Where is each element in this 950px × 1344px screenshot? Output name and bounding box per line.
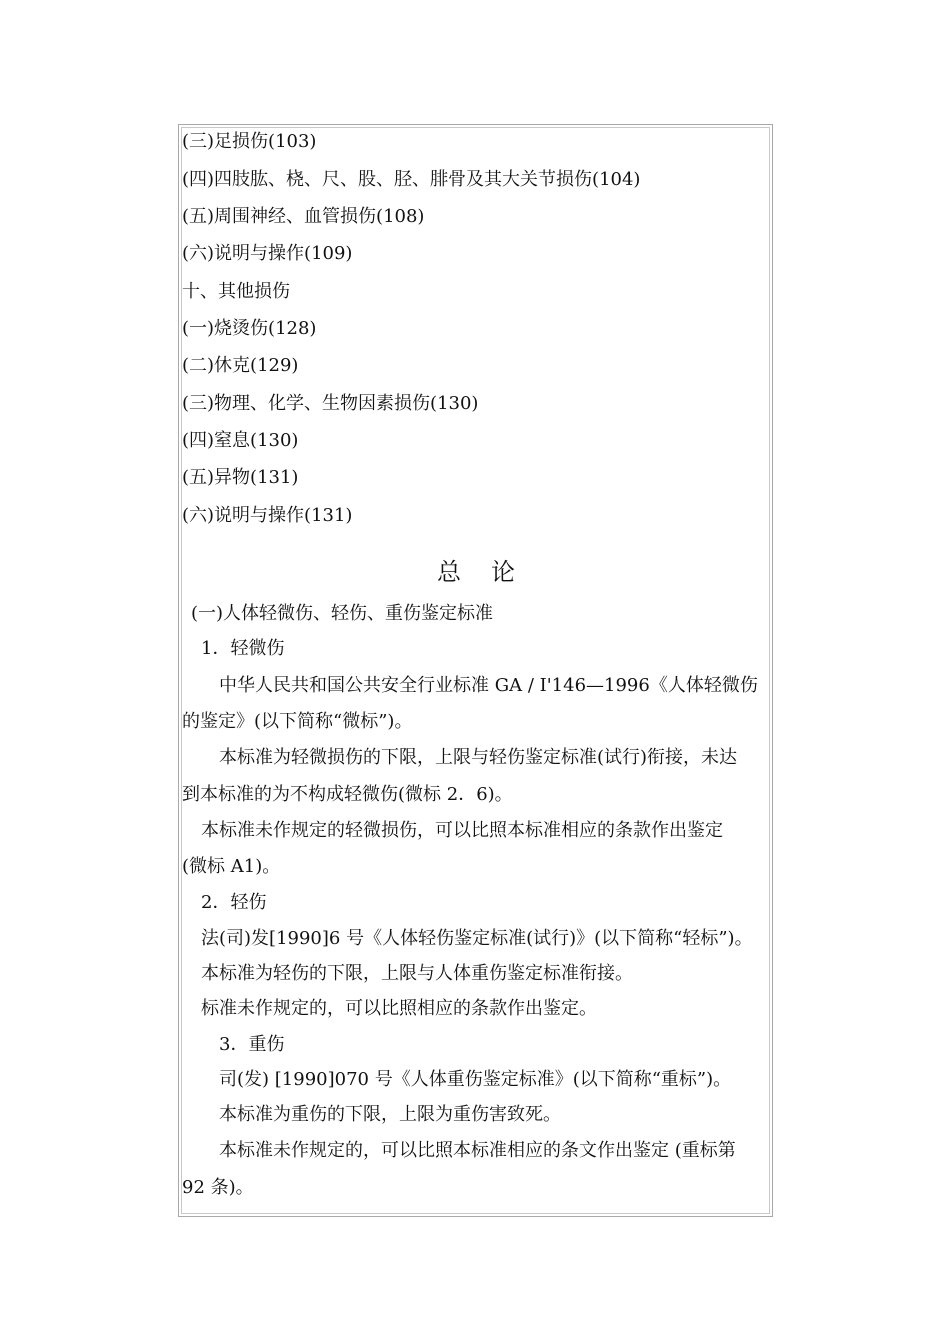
paragraph-line: 到本标准的为不构成轻微伤(微标 2．6)。 (182, 784, 513, 805)
paragraph-line: 本标准为轻伤的下限，上限与人体重伤鉴定标准衔接。 (201, 963, 633, 984)
toc-item: 十、其他损伤 (182, 281, 290, 302)
paragraph-line: 的鉴定》(以下简称“微标”)。 (182, 711, 413, 732)
toc-item: (一)烧烫伤(128) (182, 318, 317, 339)
toc-item: (六)说明与操作(109) (182, 243, 353, 264)
toc-item: (六)说明与操作(131) (182, 505, 353, 526)
paragraph-line: 中华人民共和国公共安全行业标准 GA / I'146—1996《人体轻微伤 (219, 675, 758, 696)
item-heading: 3．重伤 (219, 1034, 285, 1055)
subsection-heading: (一)人体轻微伤、轻伤、重伤鉴定标准 (191, 603, 494, 624)
toc-item: (三)足损伤(103) (182, 131, 317, 152)
item-heading: 2．轻伤 (201, 892, 267, 913)
paragraph-line: (微标 A1)。 (182, 856, 281, 877)
toc-item: (五)异物(131) (182, 467, 299, 488)
toc-item: (二)休克(129) (182, 355, 299, 376)
toc-item: (四)四肢肱、桡、尺、股、胫、腓骨及其大关节损伤(104) (182, 169, 641, 190)
paragraph-line: 本标准未作规定的轻微损伤，可以比照本标准相应的条款作出鉴定 (201, 820, 723, 841)
toc-item: (三)物理、化学、生物因素损伤(130) (182, 393, 479, 414)
item-heading: 1．轻微伤 (201, 638, 285, 659)
toc-item: (四)窒息(130) (182, 430, 299, 451)
paragraph-line: 标准未作规定的，可以比照相应的条款作出鉴定。 (201, 998, 597, 1019)
toc-item: (五)周围神经、血管损伤(108) (182, 206, 425, 227)
paragraph-line: 法(司)发[1990]6 号《人体轻伤鉴定标准(试行)》(以下简称“轻标”)。 (201, 928, 753, 949)
paragraph-line: 本标准为重伤的下限，上限为重伤害致死。 (219, 1104, 561, 1125)
paragraph-line: 本标准未作规定的，可以比照本标准相应的条文作出鉴定 (重标第 (219, 1140, 736, 1161)
paragraph-line: 司(发) [1990]070 号《人体重伤鉴定标准》(以下简称“重标”)。 (219, 1069, 732, 1090)
paragraph-line: 本标准为轻微损伤的下限，上限与轻伤鉴定标准(试行)衔接，未达 (219, 747, 738, 768)
paragraph-line: 92 条)。 (182, 1177, 254, 1198)
section-title: 总论 (437, 558, 545, 586)
